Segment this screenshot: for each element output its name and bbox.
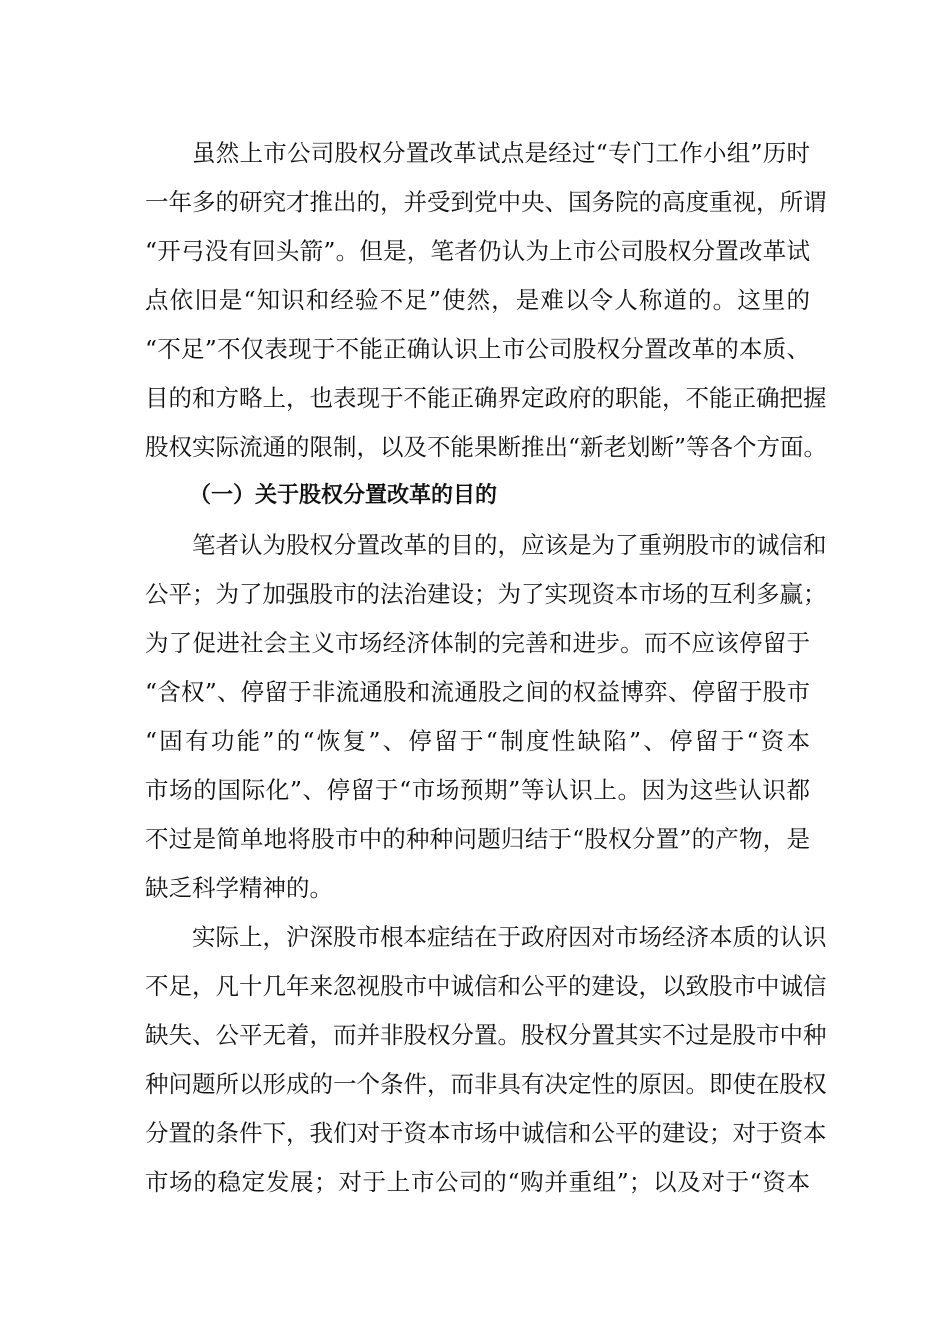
paragraph-1-line-3: “开弓没有回头箭”。但是，笔者仍认为上市公司股权分置改革试 xyxy=(145,237,810,265)
paragraph-2-line-2: 公平；为了加强股市的法治建设；为了实现资本市场的互利多赢； xyxy=(145,580,827,608)
paragraph-3-line-3: 缺失、公平无着，而并非股权分置。股权分置其实不过是股市中种 xyxy=(145,1021,827,1049)
paragraph-2-line-8: 缺乏科学精神的。 xyxy=(145,874,333,902)
paragraph-1-line-5: “不足”不仅表现于不能正确认识上市公司股权分置改革的本质、 xyxy=(145,335,810,363)
paragraph-1-line-1: 虽然上市公司股权分置改革试点是经过“专门工作小组”历时 xyxy=(192,139,810,167)
paragraph-2-line-7: 不过是简单地将股市中的种种问题归结于“股权分置”的产物，是 xyxy=(145,825,810,853)
paragraph-2-line-4: “含权”、停留于非流通股和流通股之间的权益博弈、停留于股市 xyxy=(145,678,810,706)
paragraph-3-line-1: 实际上，沪深股市根本症结在于政府因对市场经济本质的认识 xyxy=(192,923,827,951)
paragraph-3-line-2: 不足，凡十几年来忽视股市中诚信和公平的建设，以致股市中诚信 xyxy=(145,972,827,1000)
paragraph-3-line-4: 种问题所以形成的一个条件，而非具有决定性的原因。即使在股权 xyxy=(145,1070,827,1098)
paragraph-1-line-4: 点依旧是“知识和经验不足”使然，是难以令人称道的。这里的 xyxy=(145,286,810,314)
paragraph-3-line-6: 市场的稳定发展；对于上市公司的“购并重组”；以及对于“资本 xyxy=(145,1168,810,1196)
paragraph-2-line-3: 为了促进社会主义市场经济体制的完善和进步。而不应该停留于 xyxy=(145,629,810,657)
paragraph-1-line-6: 目的和方略上，也表现于不能正确界定政府的职能，不能正确把握 xyxy=(145,384,827,412)
section-heading: （一）关于股权分置改革的目的 xyxy=(189,483,498,508)
paragraph-1-line-2: 一年多的研究才推出的，并受到党中央、国务院的高度重视，所谓 xyxy=(145,188,827,216)
paragraph-3-line-5: 分置的条件下，我们对于资本市场中诚信和公平的建设；对于资本 xyxy=(145,1119,827,1147)
paragraph-2-line-1: 笔者认为股权分置改革的目的，应该是为了重朔股市的诚信和 xyxy=(192,531,827,559)
paragraph-1-line-7: 股权实际流通的限制，以及不能果断推出“新老划断”等各个方面。 xyxy=(145,433,828,461)
paragraph-2-line-6: 市场的国际化”、停留于“市场预期”等认识上。因为这些认识都 xyxy=(145,776,810,804)
paragraph-2-line-5: “固有功能”的“恢复”、停留于“制度性缺陷”、停留于“资本 xyxy=(145,727,810,755)
